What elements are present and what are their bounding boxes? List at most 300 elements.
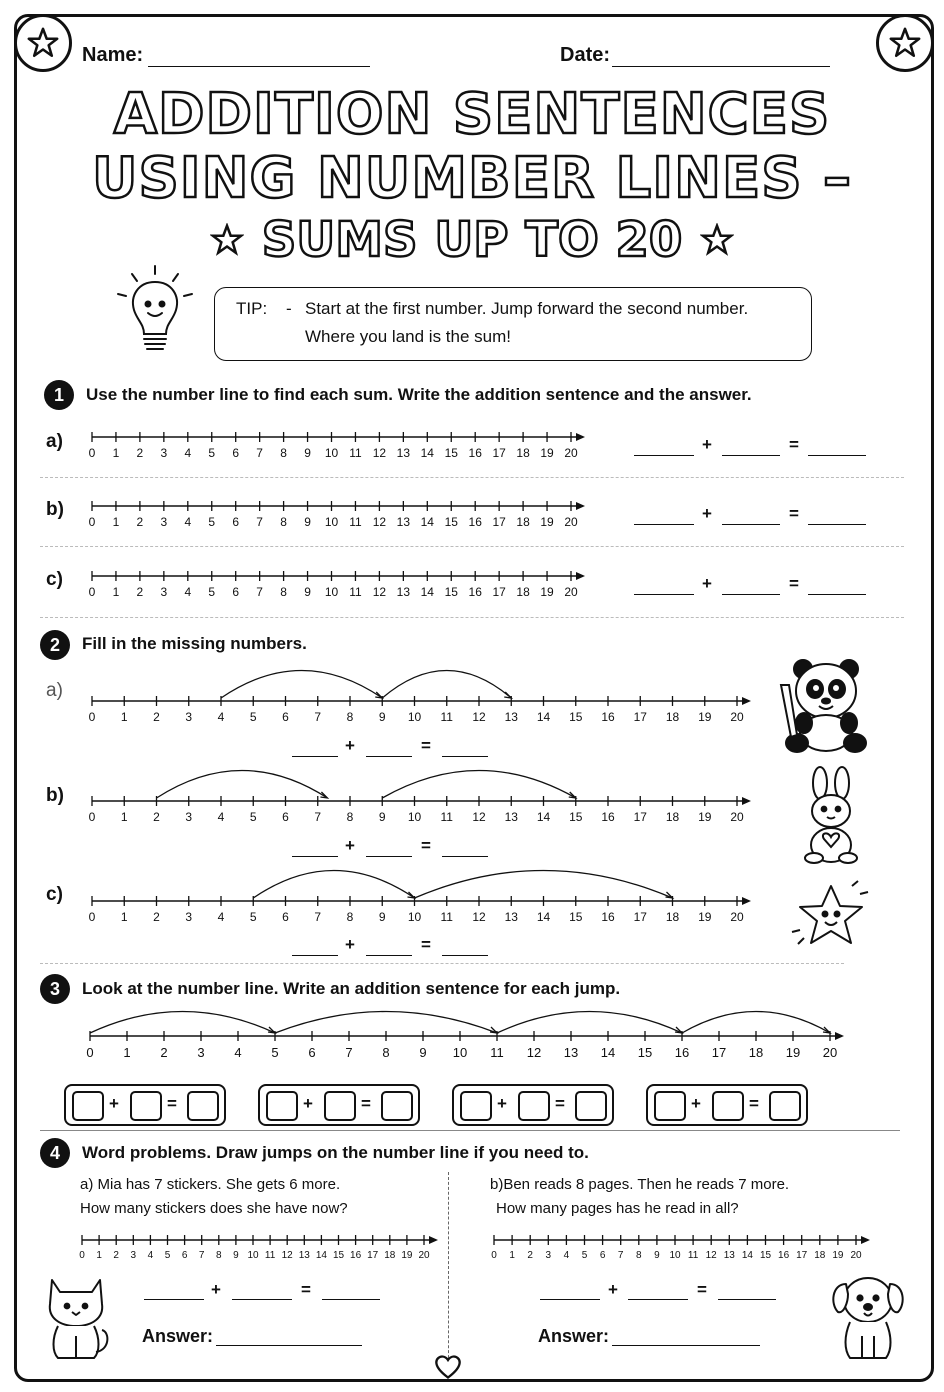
tick-label: 18 — [814, 1250, 826, 1261]
tick-label: 8 — [636, 1250, 642, 1261]
arrowhead — [490, 1027, 497, 1033]
star-icon — [210, 223, 244, 257]
answer-blank[interactable] — [540, 1299, 600, 1300]
title-line-1: ADDITION SENTENCES — [113, 82, 831, 147]
tick-label: 15 — [759, 1250, 772, 1261]
tick-label: 5 — [249, 910, 257, 924]
tick-label: 15 — [569, 710, 583, 724]
tick-label: 7 — [314, 810, 322, 824]
answer-box[interactable] — [130, 1091, 162, 1121]
tick-label: 11 — [440, 710, 453, 724]
answer-label: Answer: — [142, 1326, 214, 1346]
addition-sentence-box — [646, 1084, 808, 1126]
tick-label: 20 — [418, 1250, 430, 1261]
tick-label: 19 — [832, 1250, 844, 1261]
tick-label: 17 — [633, 710, 647, 724]
answer-blank[interactable] — [322, 1299, 380, 1300]
tick-label: 1 — [112, 585, 120, 599]
answer-blank[interactable] — [442, 955, 488, 956]
tick-label: 5 — [249, 710, 257, 724]
answer-blank[interactable] — [292, 856, 338, 857]
tick-label: 7 — [256, 446, 263, 460]
tick-label: 11 — [440, 810, 453, 824]
tick-label: 12 — [372, 515, 387, 529]
equals-sign: = — [749, 1094, 759, 1113]
answer-blank[interactable] — [232, 1299, 292, 1300]
tick-label: 11 — [687, 1250, 699, 1261]
answer-blank[interactable] — [628, 1299, 688, 1300]
tick-label: 4 — [563, 1250, 570, 1261]
tick-label: 12 — [526, 1045, 542, 1060]
tick-label: 5 — [208, 585, 216, 599]
date-field[interactable] — [612, 66, 830, 67]
tick-label: 10 — [452, 1045, 468, 1060]
tick-label: 19 — [698, 710, 712, 724]
tick-label: 15 — [444, 585, 458, 599]
problem-label: c) — [46, 884, 63, 905]
tick-label: 5 — [208, 446, 216, 460]
jump-arc — [275, 1012, 497, 1034]
answer-blank[interactable] — [366, 955, 412, 956]
tick-label: 7 — [617, 1250, 624, 1261]
tick-label: 16 — [350, 1250, 362, 1261]
tick-label: 20 — [822, 1045, 838, 1060]
tick-label: 20 — [564, 515, 578, 529]
section-3-instruction: Look at the number line. Write an addition sentence for each jump. — [82, 979, 621, 998]
tick-label: 4 — [184, 585, 192, 599]
tick-label: 17 — [633, 810, 647, 824]
tick-label: 8 — [346, 710, 354, 724]
divider — [40, 477, 904, 478]
tick-label: 9 — [378, 910, 386, 924]
tick-label: 18 — [516, 515, 530, 529]
answer-blank[interactable] — [718, 1299, 776, 1300]
addition-sentence-box — [452, 1084, 614, 1126]
cat-icon — [38, 1270, 114, 1362]
tick-label: 15 — [444, 515, 458, 529]
answer-box[interactable] — [518, 1091, 550, 1121]
tick-label: 9 — [304, 585, 311, 599]
tick-label: 10 — [407, 910, 422, 924]
arrowhead — [742, 797, 751, 805]
equals-sign: = — [421, 836, 431, 855]
tick-label: 18 — [748, 1045, 764, 1060]
answer-blank[interactable] — [292, 756, 338, 757]
equals-sign: = — [697, 1280, 707, 1299]
tick-label: 7 — [314, 710, 322, 724]
tick-label: 3 — [130, 1250, 137, 1261]
equals-sign: = — [301, 1280, 311, 1299]
tick-label: 18 — [516, 446, 530, 460]
star-icon — [14, 14, 72, 72]
plus-sign: + — [303, 1094, 313, 1113]
tick-label: 4 — [217, 710, 225, 724]
answer-box[interactable] — [187, 1091, 219, 1121]
jump-arc — [497, 1012, 682, 1034]
divider — [40, 963, 844, 964]
tick-label: 15 — [444, 446, 458, 460]
tick-label: 6 — [599, 1250, 606, 1261]
tick-label: 16 — [778, 1250, 790, 1261]
answer-box[interactable] — [324, 1091, 356, 1121]
plus-sign: + — [702, 435, 712, 454]
tick-label: 14 — [536, 710, 551, 724]
answer-field[interactable] — [216, 1345, 362, 1346]
equals-sign: = — [361, 1094, 371, 1113]
section-3-number: 3 — [40, 974, 70, 1004]
tick-label: 13 — [723, 1250, 735, 1261]
tick-label: 12 — [705, 1250, 717, 1261]
answer-box[interactable] — [72, 1091, 104, 1121]
tick-label: 6 — [282, 710, 289, 724]
tick-label: 3 — [545, 1250, 552, 1261]
tick-label: 4 — [147, 1250, 154, 1261]
tick-label: 14 — [420, 446, 434, 460]
equals-sign: = — [555, 1094, 565, 1113]
tick-label: 2 — [527, 1250, 533, 1261]
tick-label: 0 — [88, 910, 96, 924]
equals-sign: = — [421, 736, 431, 755]
tick-label: 13 — [504, 810, 518, 824]
tick-label: 6 — [308, 1045, 316, 1060]
tick-label: 17 — [492, 515, 506, 529]
tick-label: 2 — [136, 515, 144, 529]
answer-box[interactable] — [266, 1091, 298, 1121]
title-line-3-row — [0, 212, 944, 268]
jump-arc — [382, 771, 576, 799]
answer-blank[interactable] — [722, 524, 780, 525]
tick-label: 20 — [730, 710, 744, 724]
divider — [40, 617, 904, 618]
tick-label: 0 — [86, 1045, 94, 1060]
arrowhead — [576, 433, 585, 441]
answer-blank[interactable] — [634, 594, 694, 595]
tick-label: 18 — [665, 710, 680, 724]
tick-label: 10 — [669, 1250, 681, 1261]
tick-label: 0 — [88, 710, 96, 724]
tick-label: 12 — [372, 585, 387, 599]
tick-label: 1 — [120, 910, 128, 924]
tick-label: 1 — [120, 810, 128, 824]
answer-blank[interactable] — [366, 756, 412, 757]
tick-label: 13 — [396, 446, 411, 460]
word-problem-b-line-1: b)Ben reads 8 pages. Then he reads 7 more. — [490, 1176, 790, 1193]
plus-sign: + — [345, 836, 355, 855]
arrowhead — [375, 692, 382, 698]
tick-label: 14 — [420, 515, 434, 529]
arrowhead — [408, 892, 415, 898]
tick-label: 17 — [492, 446, 506, 460]
tick-label: 12 — [281, 1250, 293, 1261]
tick-label: 14 — [741, 1250, 753, 1261]
plus-sign: + — [702, 504, 712, 523]
answer-box[interactable] — [575, 1091, 607, 1121]
tick-label: 13 — [563, 1045, 579, 1060]
answer-blank[interactable] — [808, 455, 866, 456]
tick-label: 19 — [698, 910, 712, 924]
problem-label: a) — [46, 680, 63, 701]
tick-label: 16 — [601, 810, 615, 824]
tick-label: 7 — [256, 585, 263, 599]
tick-label: 19 — [540, 446, 554, 460]
tick-label: 1 — [120, 710, 128, 724]
number-line — [484, 1232, 874, 1264]
addition-sentence-box — [258, 1084, 420, 1126]
section-2-instruction: Fill in the missing numbers. — [82, 634, 307, 653]
tick-label: 2 — [136, 446, 144, 460]
number-line — [80, 855, 760, 930]
plus-sign: + — [345, 736, 355, 755]
tick-label: 3 — [185, 910, 193, 924]
arrowhead — [576, 572, 585, 580]
answer-blank[interactable] — [808, 524, 866, 525]
tick-label: 9 — [233, 1250, 239, 1261]
tick-label: 0 — [88, 585, 96, 599]
tick-label: 5 — [271, 1045, 279, 1060]
tick-label: 13 — [504, 910, 518, 924]
tick-label: 6 — [232, 515, 240, 529]
lightbulb-icon — [110, 262, 200, 362]
jump-arc — [415, 871, 673, 899]
equals-sign: = — [421, 935, 431, 954]
tick-label: 13 — [504, 710, 518, 724]
answer-box[interactable] — [381, 1091, 413, 1121]
tick-label: 8 — [280, 446, 287, 460]
tick-label: 13 — [298, 1250, 310, 1261]
tick-label: 1 — [112, 446, 120, 460]
tick-label: 8 — [346, 810, 354, 824]
answer-box[interactable] — [654, 1091, 686, 1121]
jump-arc — [221, 671, 382, 699]
tick-label: 9 — [654, 1250, 660, 1261]
star-icon — [876, 14, 934, 72]
tick-label: 19 — [698, 810, 712, 824]
tick-label: 20 — [730, 810, 744, 824]
tick-label: 16 — [468, 585, 482, 599]
plus-sign: + — [497, 1094, 507, 1113]
plus-sign: + — [345, 935, 355, 954]
answer-blank[interactable] — [634, 455, 694, 456]
addition-sentence-box — [64, 1084, 226, 1126]
answer-blank[interactable] — [366, 856, 412, 857]
tick-label: 14 — [536, 910, 551, 924]
star-icon — [700, 223, 734, 257]
plus-sign: + — [691, 1094, 701, 1113]
tick-label: 8 — [280, 585, 287, 599]
word-problem-b-line-2: How many pages has he read in all? — [496, 1200, 739, 1217]
tick-label: 18 — [665, 910, 680, 924]
answer-box[interactable] — [769, 1091, 801, 1121]
tick-label: 5 — [581, 1250, 588, 1261]
name-field[interactable] — [148, 66, 370, 67]
tick-label: 20 — [730, 910, 744, 924]
tip-label: TIP: — [236, 299, 268, 318]
tick-label: 15 — [569, 810, 583, 824]
problem-label: a) — [46, 431, 63, 452]
tick-label: 3 — [185, 810, 193, 824]
jump-arc — [682, 1012, 830, 1034]
arrowhead — [504, 692, 511, 698]
tick-label: 16 — [468, 446, 482, 460]
name-label: Name: — [82, 44, 144, 66]
tick-label: 9 — [304, 515, 311, 529]
bunny-icon — [798, 765, 864, 865]
tick-label: 18 — [516, 585, 530, 599]
tick-label: 3 — [160, 585, 168, 599]
tick-label: 17 — [633, 910, 647, 924]
tick-label: 17 — [367, 1250, 379, 1261]
tick-label: 13 — [396, 515, 411, 529]
number-line — [80, 425, 600, 465]
section-4-number: 4 — [40, 1138, 70, 1168]
tick-label: 11 — [490, 1045, 504, 1060]
tip-bullet: - — [286, 299, 292, 318]
tick-label: 7 — [345, 1045, 353, 1060]
tick-label: 2 — [153, 710, 160, 724]
section-2-number: 2 — [40, 630, 70, 660]
tick-label: 6 — [282, 810, 289, 824]
tick-label: 4 — [217, 810, 225, 824]
tick-label: 7 — [256, 515, 263, 529]
title-line-2: USING NUMBER LINES – — [91, 146, 853, 211]
column-divider — [448, 1172, 449, 1368]
number-line — [72, 1232, 442, 1264]
tick-label: 6 — [282, 910, 289, 924]
tick-label: 17 — [492, 585, 506, 599]
tick-label: 3 — [197, 1045, 205, 1060]
tick-label: 5 — [164, 1250, 171, 1261]
tick-label: 15 — [569, 910, 583, 924]
tick-label: 17 — [711, 1045, 727, 1060]
tick-label: 11 — [440, 910, 453, 924]
tick-label: 8 — [216, 1250, 222, 1261]
tick-label: 8 — [382, 1045, 390, 1060]
tick-label: 0 — [88, 515, 96, 529]
equals-sign: = — [789, 504, 799, 523]
jump-arc — [90, 1012, 275, 1034]
answer-box[interactable] — [712, 1091, 744, 1121]
tick-label: 7 — [314, 910, 322, 924]
tick-label: 4 — [184, 446, 192, 460]
plus-sign: + — [702, 574, 712, 593]
equals-sign: = — [789, 435, 799, 454]
arrowhead — [742, 697, 751, 705]
tick-label: 20 — [564, 446, 578, 460]
tip-line-2: Where you land is the sum! — [305, 327, 511, 346]
tick-label: 18 — [384, 1250, 396, 1261]
tick-label: 9 — [419, 1045, 427, 1060]
jump-arc — [253, 871, 414, 899]
problem-label: c) — [46, 569, 63, 590]
answer-field[interactable] — [612, 1345, 760, 1346]
jump-arc — [157, 771, 328, 799]
answer-label: Answer: — [538, 1326, 610, 1346]
title-line-3: SUMS UP TO 20 — [261, 212, 683, 268]
tick-label: 11 — [349, 585, 362, 599]
tick-label: 10 — [324, 585, 339, 599]
jump-arc — [382, 671, 511, 699]
tick-label: 4 — [234, 1045, 242, 1060]
answer-box[interactable] — [460, 1091, 492, 1121]
number-line — [80, 564, 600, 604]
answer-blank[interactable] — [722, 594, 780, 595]
tick-label: 11 — [349, 446, 362, 460]
tick-label: 3 — [160, 446, 168, 460]
tick-label: 15 — [637, 1045, 653, 1060]
tick-label: 10 — [324, 446, 339, 460]
answer-blank[interactable] — [722, 455, 780, 456]
tick-label: 19 — [540, 515, 554, 529]
tick-label: 8 — [346, 910, 354, 924]
answer-blank[interactable] — [634, 524, 694, 525]
arrowhead — [861, 1236, 870, 1244]
tick-label: 16 — [468, 515, 482, 529]
tick-label: 14 — [420, 585, 434, 599]
equals-sign: = — [167, 1094, 177, 1113]
plus-sign: + — [109, 1094, 119, 1113]
date-label: Date: — [560, 44, 611, 66]
tick-label: 0 — [88, 446, 96, 460]
answer-blank[interactable] — [808, 594, 866, 595]
tick-label: 7 — [198, 1250, 205, 1261]
problem-label: b) — [46, 499, 64, 520]
tick-label: 2 — [153, 910, 160, 924]
divider — [40, 546, 904, 547]
answer-blank[interactable] — [144, 1299, 204, 1300]
answer-blank[interactable] — [292, 955, 338, 956]
tick-label: 4 — [217, 910, 225, 924]
section-1-instruction: Use the number line to find each sum. Write the addition sentence and the answer. — [86, 385, 752, 404]
tick-label: 19 — [401, 1250, 413, 1261]
plus-sign: + — [211, 1280, 221, 1299]
tick-label: 14 — [536, 810, 551, 824]
tick-label: 5 — [208, 515, 216, 529]
puppy-icon — [826, 1268, 910, 1364]
tick-label: 17 — [796, 1250, 808, 1261]
tick-label: 5 — [249, 810, 257, 824]
smiling-star-icon — [788, 880, 874, 952]
number-line — [80, 755, 760, 830]
arrowhead — [835, 1032, 844, 1040]
equals-sign: = — [789, 574, 799, 593]
tick-label: 12 — [472, 810, 486, 824]
tick-label: 8 — [280, 515, 287, 529]
tick-label: 10 — [407, 810, 422, 824]
tick-label: 10 — [324, 515, 339, 529]
divider — [40, 1130, 900, 1131]
tip-line-1: Start at the first number. Jump forward the second number. — [305, 299, 749, 318]
word-problem-a-line-2: How many stickers does she have now? — [80, 1200, 348, 1217]
tick-label: 10 — [247, 1250, 259, 1261]
panda-icon — [775, 655, 867, 755]
tick-label: 16 — [674, 1045, 690, 1060]
tick-label: 18 — [665, 810, 680, 824]
tick-label: 16 — [601, 710, 615, 724]
answer-blank[interactable] — [442, 756, 488, 757]
problem-label: b) — [46, 785, 64, 806]
number-line — [80, 494, 600, 534]
tick-label: 2 — [160, 1045, 168, 1060]
plus-sign: + — [608, 1280, 618, 1299]
tick-label: 9 — [378, 810, 386, 824]
tick-label: 15 — [332, 1250, 345, 1261]
tick-label: 9 — [304, 446, 311, 460]
tick-label: 6 — [181, 1250, 188, 1261]
tick-label: 6 — [232, 585, 240, 599]
tick-label: 1 — [509, 1250, 515, 1261]
tick-label: 10 — [407, 710, 422, 724]
answer-blank[interactable] — [442, 856, 488, 857]
